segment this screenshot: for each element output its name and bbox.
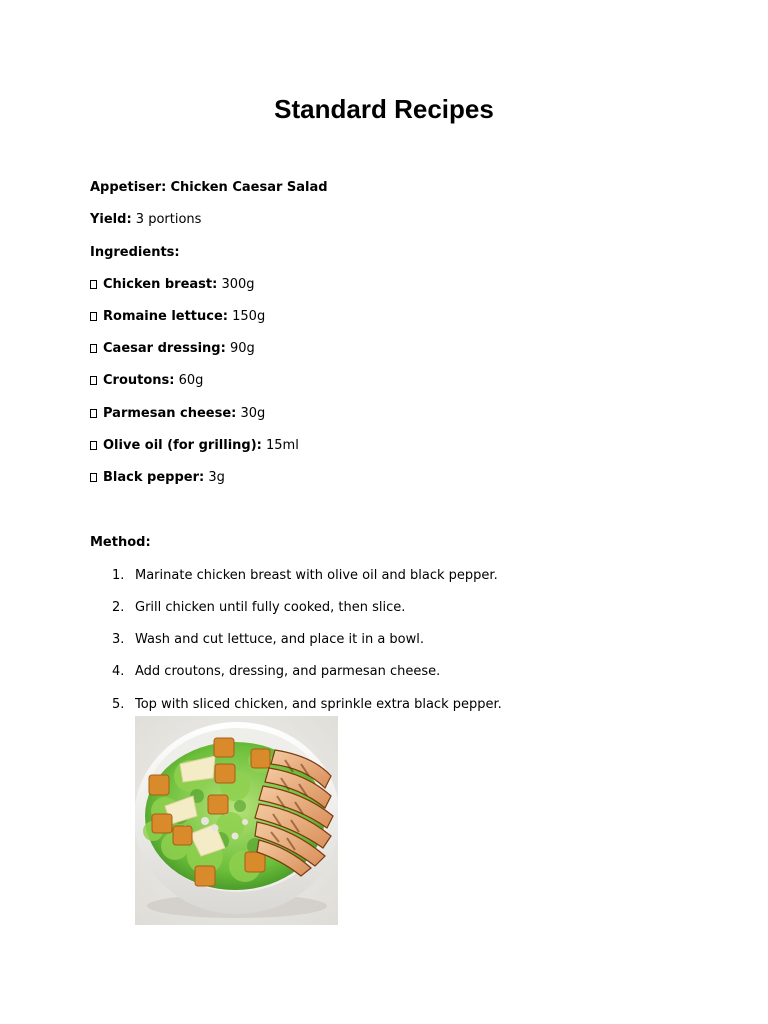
- bullet-box-icon: [90, 409, 97, 418]
- ingredient-amount: 30g: [240, 406, 266, 421]
- step-text: Top with sliced chicken, and sprinkle extra black pepper.: [135, 697, 502, 712]
- ingredient-item: [90, 438, 299, 454]
- bullet-box-icon: [90, 376, 97, 385]
- ingredient-amount: 150g: [232, 309, 266, 324]
- ingredient-amount: 90g: [229, 341, 255, 356]
- ingredient-amount: 60g: [178, 373, 204, 388]
- ingredient-name: Chicken breast:: [103, 277, 218, 292]
- ingredient-item: [90, 470, 225, 486]
- ingredients-heading: Ingredients:: [90, 245, 180, 260]
- step-text: Wash and cut lettuce, and place it in a bowl.: [135, 632, 424, 647]
- step-number: 1.: [112, 568, 125, 583]
- ingredient-name: Croutons:: [103, 373, 175, 388]
- ingredient-name: Olive oil (for grilling):: [103, 438, 262, 453]
- bullet-box-icon: [90, 280, 97, 289]
- bullet-box-icon: [90, 312, 97, 321]
- step-number: 4.: [112, 664, 125, 679]
- bullet-box-icon: [90, 441, 97, 450]
- ingredient-item: [90, 309, 265, 325]
- yield-label: Yield:: [90, 212, 132, 227]
- ingredient-item: [90, 373, 203, 389]
- ingredient-amount: 300g: [221, 277, 255, 292]
- ingredient-name: Romaine lettuce:: [103, 309, 228, 324]
- ingredient-name: Parmesan cheese:: [103, 406, 237, 421]
- ingredient-item: [90, 341, 255, 357]
- bullet-box-icon: [90, 473, 97, 482]
- course-label: Appetiser:: [90, 180, 167, 195]
- step-number: 3.: [112, 632, 125, 647]
- ingredient-name: Caesar dressing:: [103, 341, 226, 356]
- bullet-box-icon: [90, 344, 97, 353]
- recipe-heading: [90, 180, 328, 196]
- step-text: Add croutons, dressing, and parmesan cheese.: [135, 664, 441, 679]
- salad-photo: [135, 716, 338, 925]
- ingredient-amount: 3g: [208, 470, 225, 485]
- method-heading: Method:: [90, 535, 151, 550]
- page-title: Standard Recipes: [274, 94, 494, 124]
- step-number: 2.: [112, 600, 125, 615]
- ingredient-amount: 15ml: [266, 438, 299, 453]
- step-number: 5.: [112, 697, 125, 712]
- step-text: Grill chicken until fully cooked, then slice.: [135, 600, 406, 615]
- yield-value: 3 portions: [135, 212, 202, 227]
- ingredient-item: [90, 406, 265, 422]
- ingredient-name: Black pepper:: [103, 470, 205, 485]
- yield-line: [90, 212, 201, 228]
- recipe-name: Chicken Caesar Salad: [170, 180, 328, 195]
- step-text: Marinate chicken breast with olive oil and black pepper.: [135, 568, 498, 583]
- ingredient-item: [90, 277, 255, 293]
